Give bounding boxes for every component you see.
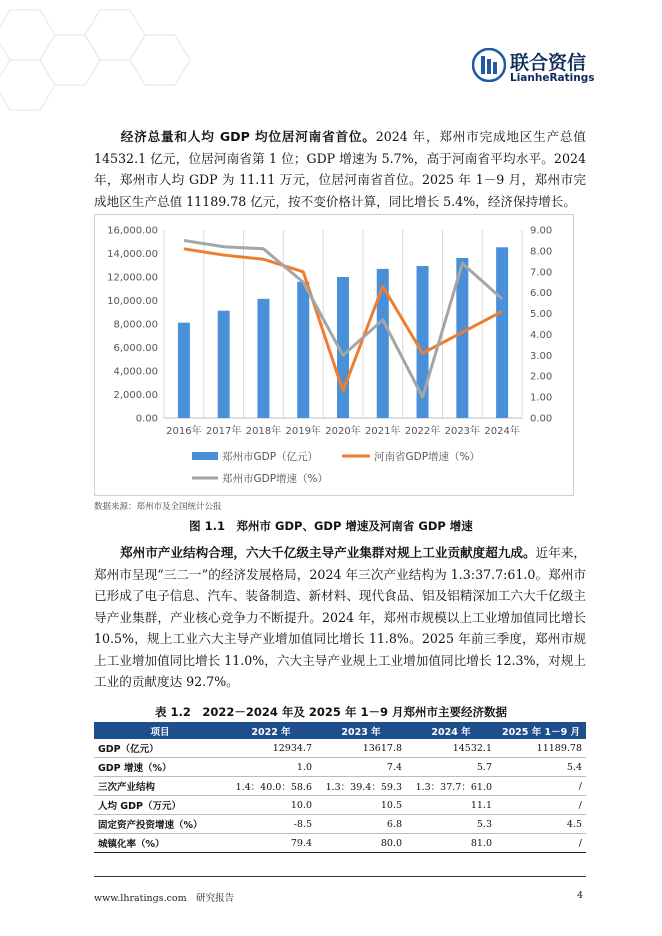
y-left-tick-label: 0.00 bbox=[135, 413, 158, 425]
y-right-tick-label: 3.00 bbox=[530, 350, 553, 362]
table-cell: 13617.8 bbox=[316, 739, 406, 758]
y-right-tick-label: 5.00 bbox=[530, 309, 553, 321]
table-cell: 10.0 bbox=[226, 796, 316, 815]
legend-swatch-bar bbox=[192, 452, 218, 460]
legend-label: 郑州市GDP（亿元） bbox=[222, 451, 319, 463]
table-cell: 10.5 bbox=[316, 796, 406, 815]
y-right-tick-label: 4.00 bbox=[530, 329, 553, 341]
gdp-bar bbox=[178, 323, 190, 418]
paragraph-body: 2024 年，郑州市完成地区生产总值 14532.1 亿元，位居河南省第 1 位；GDP 增速为 5.7%，高于河南省平均水平。2024 年，郑州市人均 GDP 为 11.11 万元，位居河南省首位。2025 年 1－9 月，郑州市完成地区生产总值 11189.78 亿元，按不变价格计算，同比增长 5.4%，经济保持增长。 bbox=[94, 129, 586, 209]
y-left-tick-label: 16,000.00 bbox=[107, 225, 158, 237]
footer-divider bbox=[94, 876, 586, 877]
logo-chinese-name: 联合资信 bbox=[510, 52, 587, 74]
y-right-tick-label: 8.00 bbox=[530, 246, 553, 258]
x-tick-label: 2021年 bbox=[365, 426, 401, 437]
x-tick-label: 2024年 bbox=[484, 426, 520, 437]
table-header-cell: 2024 年 bbox=[406, 722, 496, 739]
table-cell: 三次产业结构 bbox=[94, 777, 226, 796]
y-right-tick-label: 9.00 bbox=[530, 225, 553, 237]
paragraph-lead: 经济总量和人均 GDP 均位居河南省首位。 bbox=[120, 129, 376, 144]
y-right-tick-label: 2.00 bbox=[530, 371, 553, 383]
x-tick-label: 2020年 bbox=[325, 426, 361, 437]
economic-data-table bbox=[94, 722, 586, 853]
table-cell: 11189.78 bbox=[496, 739, 586, 758]
y-left-tick-label: 10,000.00 bbox=[107, 296, 158, 307]
table-cell: / bbox=[496, 796, 586, 815]
x-tick-label: 2017年 bbox=[205, 426, 242, 437]
table-cell: 7.4 bbox=[316, 758, 406, 777]
table-cell: 1.3：37.7：61.0 bbox=[406, 777, 496, 796]
table-cell: 11.1 bbox=[406, 796, 496, 815]
y-left-tick-label: 2,000.00 bbox=[113, 390, 158, 401]
table-cell: 4.5 bbox=[496, 815, 586, 834]
x-tick-label: 2023年 bbox=[444, 426, 481, 437]
table-cell: -8.5 bbox=[226, 815, 316, 834]
legend-label: 郑州市GDP增速（%） bbox=[222, 473, 329, 485]
y-left-tick-label: 6,000.00 bbox=[113, 343, 158, 354]
table-cell: 固定资产投资增速（%） bbox=[94, 815, 226, 834]
table-cell: 1.0 bbox=[226, 758, 316, 777]
y-left-tick-label: 14,000.00 bbox=[107, 249, 158, 260]
y-right-tick-label: 6.00 bbox=[530, 288, 553, 300]
table-cell: GDP 增速（%） bbox=[94, 758, 226, 777]
chart-source: 数据来源：郑州市及全国统计公报 bbox=[94, 502, 222, 512]
gdp-chart bbox=[94, 214, 574, 496]
gdp-bar bbox=[496, 247, 508, 418]
logo-english-name: LianheRatings bbox=[510, 72, 595, 84]
table-header-row bbox=[94, 722, 586, 739]
table-caption: 表 1.2 2022－2024 年及 2025 年 1－9 月郑州市主要经济数据 bbox=[155, 705, 507, 719]
x-tick-label: 2019年 bbox=[285, 426, 321, 437]
y-right-tick-label: 7.00 bbox=[530, 267, 553, 279]
corner-decoration bbox=[0, 0, 190, 120]
paragraph-body: 近年来，郑州市呈现“三二一”的经济发展格局，2024 年三次产业结构为 1.3:37.7:61.0。郑州市已形成了电子信息、汽车、装备制造、新材料、现代食品、铝及铝精深加工六大千亿级主导产业集群，产业核心竞争力不断提升。2024 年，郑州市规模以上工业增加值同比增长 10.5%，规上工业六大主导产业增加值同比增长 11.8%。2025 年前三季度，郑州市规上工业增加值同比增长 11.0%，六大主导产业规上工业增加值同比增长 12.3%，对规上工业的贡献度达 92.7%。 bbox=[94, 545, 587, 689]
logo-mark-icon bbox=[472, 48, 506, 82]
y-left-tick-label: 12,000.00 bbox=[107, 272, 158, 284]
y-left-tick-label: 4,000.00 bbox=[113, 366, 158, 378]
table-row bbox=[94, 815, 586, 834]
table-header-cell: 2025 年 1－9 月 bbox=[496, 722, 586, 739]
table-cell: 14532.1 bbox=[406, 739, 496, 758]
table-cell: 5.4 bbox=[496, 758, 586, 777]
x-tick-label: 2016年 bbox=[166, 426, 202, 437]
table-cell: 1.4：40.0：58.6 bbox=[226, 777, 316, 796]
gdp-bar bbox=[257, 299, 269, 418]
table-cell: 5.3 bbox=[406, 815, 496, 834]
table-cell: / bbox=[496, 834, 586, 853]
table-cell: 6.8 bbox=[316, 815, 406, 834]
gdp-bar bbox=[218, 311, 230, 418]
y-right-tick-label: 0.00 bbox=[530, 413, 553, 425]
x-tick-label: 2018年 bbox=[245, 426, 282, 437]
table-cell: 12934.7 bbox=[226, 739, 316, 758]
table-cell: 5.7 bbox=[406, 758, 496, 777]
legend-label: 河南省GDP增速（%） bbox=[374, 451, 481, 463]
table-header-cell: 项目 bbox=[94, 722, 226, 739]
table-cell: GDP（亿元） bbox=[94, 739, 226, 758]
table-row bbox=[94, 739, 586, 758]
table-header-cell: 2022 年 bbox=[226, 722, 316, 739]
table-cell: 1.3：39.4：59.3 bbox=[316, 777, 406, 796]
table-cell: 80.0 bbox=[316, 834, 406, 853]
table-cell: 城镇化率（%） bbox=[94, 834, 226, 853]
table-cell: 人均 GDP（万元） bbox=[94, 796, 226, 815]
footer-website: www.lhratings.com 研究报告 bbox=[94, 893, 235, 904]
x-tick-label: 2022年 bbox=[404, 426, 441, 437]
gdp-bar bbox=[297, 282, 309, 418]
table-cell: 79.4 bbox=[226, 834, 316, 853]
paragraph-lead: 郑州市产业结构合理，六大千亿级主导产业集群对规上工业贡献度超九成。 bbox=[120, 545, 536, 560]
table-row bbox=[94, 796, 586, 815]
company-logo bbox=[472, 48, 595, 88]
page-number: 4 bbox=[577, 890, 584, 901]
y-left-tick-label: 8,000.00 bbox=[113, 319, 158, 331]
table-cell: / bbox=[496, 777, 586, 796]
paragraph-industry-structure bbox=[94, 542, 586, 693]
table-cell: 81.0 bbox=[406, 834, 496, 853]
table-row bbox=[94, 834, 586, 853]
figure-caption: 图 1.1 郑州市 GDP、GDP 增速及河南省 GDP 增速 bbox=[189, 519, 473, 533]
table-row bbox=[94, 777, 586, 796]
paragraph-gdp-overview bbox=[94, 126, 586, 212]
table-row bbox=[94, 758, 586, 777]
table-header-cell: 2023 年 bbox=[316, 722, 406, 739]
y-right-tick-label: 1.00 bbox=[530, 392, 553, 404]
